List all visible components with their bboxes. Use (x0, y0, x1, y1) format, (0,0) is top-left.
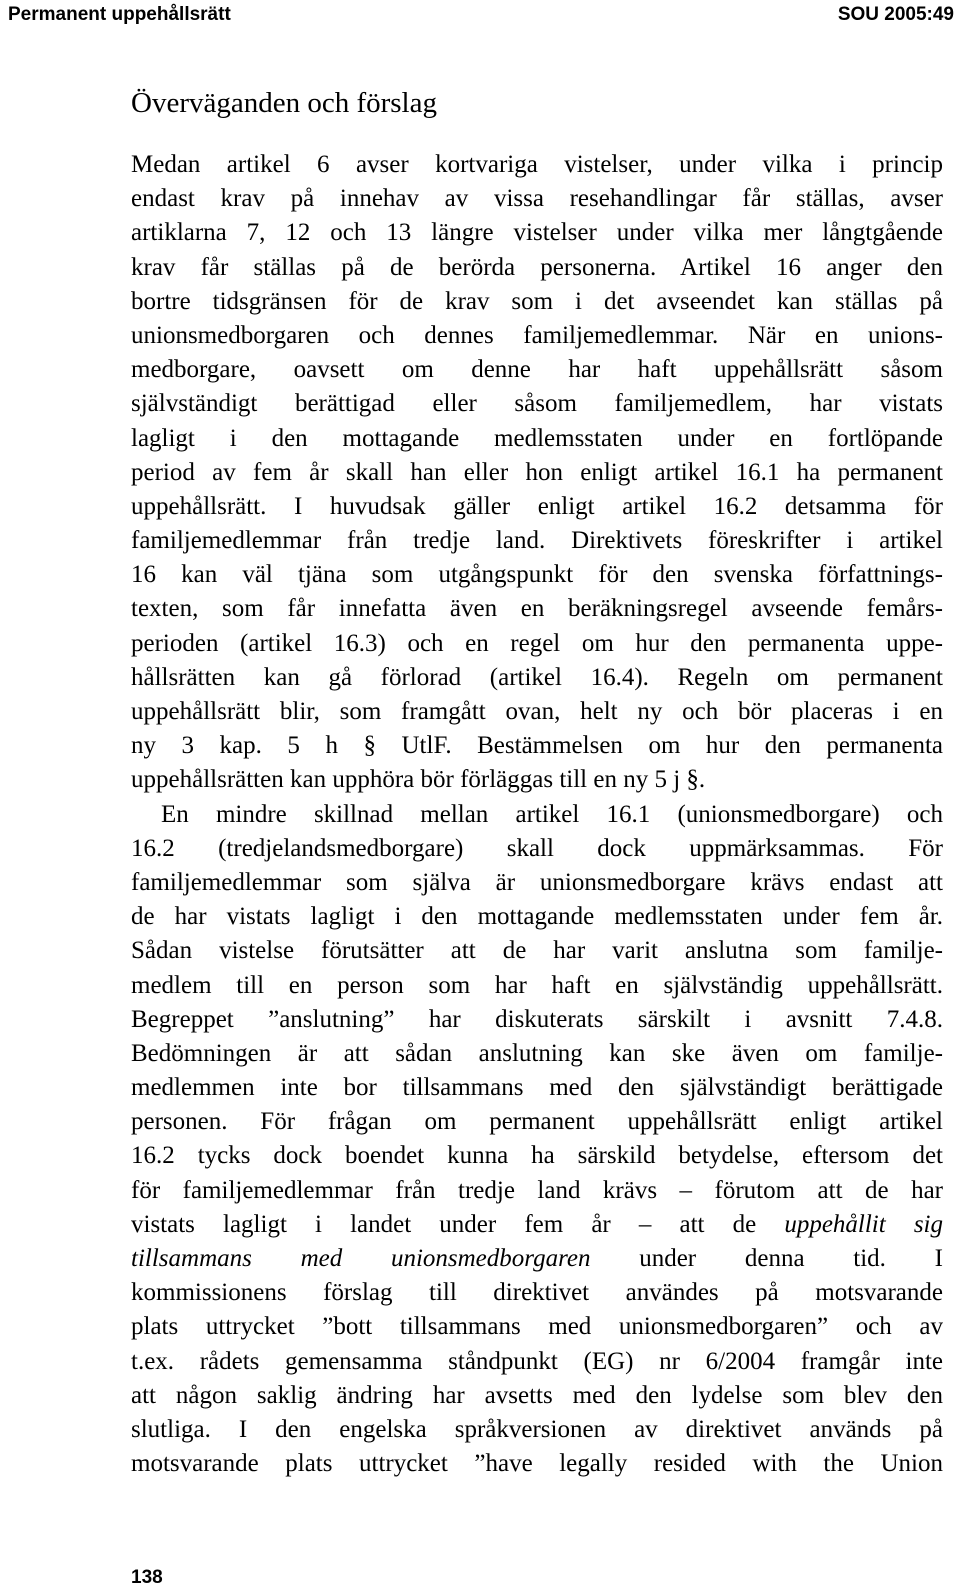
text-line: artiklarna 7, 12 och 13 längre vistelser under vilka mer långtgående (131, 219, 943, 247)
paragraph-1 (131, 148, 943, 798)
text-line: bortre tidsgränsen för de krav som i det avseendet kan ställas på (131, 287, 943, 315)
text-line-with-italic (131, 1208, 943, 1242)
section-heading: Överväganden och förslag (131, 87, 437, 119)
text-line: texten, som får innefatta även en beräkningsregel avseende femårs- (131, 595, 943, 623)
page-number: 138 (131, 1567, 163, 1588)
text-line: för familjemedlemmar från tredje land krävs – förutom att de har (131, 1176, 943, 1204)
text-line: uppehållsrätten kan upphöra bör förläggas till en ny 5 j §. (131, 766, 706, 794)
text-line: familjemedlemmar som själva är unionsmedborgare krävs endast att (131, 868, 943, 896)
text-line-with-italic (131, 1242, 943, 1276)
text-line: medborgare, oavsett om denne har haft uppehållsrätt såsom (131, 356, 943, 384)
text-line: 16 kan väl tjäna som utgångspunkt för den svenska författnings- (131, 561, 943, 589)
text-line: motsvarande plats uttrycket ”have legally resided with the Union (131, 1450, 943, 1478)
text-line: ny 3 kap. 5 h § UtlF. Bestämmelsen om hur den permanenta (131, 732, 943, 760)
text-line: 16.2 (tredjelandsmedborgare) skall dock uppmärksammas. För (131, 834, 943, 862)
text-line: familjemedlemmar från tredje land. Direktivets föreskrifter i artikel (131, 527, 943, 555)
text-line: att någon saklig ändring har avsetts med den lydelse som blev den (131, 1381, 943, 1409)
text-line: personen. För frågan om permanent uppehållsrätt enligt artikel (131, 1108, 943, 1136)
text-line: de har vistats lagligt i den mottagande medlemsstaten under fem år. (131, 903, 943, 931)
text-line: plats uttrycket ”bott tillsammans med unionsmedborgaren” och av (131, 1313, 943, 1341)
text-line: t.ex. rådets gemensamma ståndpunkt (EG) nr 6/2004 framgår inte (131, 1347, 943, 1375)
text-line: krav får ställas på de berörda personerna. Artikel 16 anger den (131, 253, 943, 281)
text-line: endast krav på innehav av vissa resehandlingar får ställas, avser (131, 185, 943, 213)
text-line: uppehållsrätt. I huvudsak gäller enligt artikel 16.2 detsamma för (131, 492, 943, 520)
text-line: medlem till en person som har haft en självständig uppehållsrätt. (131, 971, 943, 999)
plain-text: under denna tid. I (590, 1245, 943, 1272)
text-line: självständigt berättigad eller såsom familjemedlem, har vistats (131, 390, 943, 418)
document-reference: SOU 2005:49 (837, 4, 954, 25)
text-line: Medan artikel 6 avser kortvariga vistelser, under vilka i princip (131, 151, 943, 178)
text-line: En mindre skillnad mellan artikel 16.1 (unionsmedborgare) och (161, 800, 943, 828)
text-line: uppehållsrätt blir, som framgått ovan, helt ny och bör placeras i en (131, 698, 943, 725)
body-text (131, 148, 943, 1481)
running-title: Permanent uppehållsrätt (8, 4, 231, 25)
text-line: Sådan vistelse förutsätter att de har varit anslutna som familje- (131, 937, 943, 965)
text-line: unionsmedborgaren och dennes familjemedlemmar. När en unions- (131, 321, 943, 349)
text-line: Begreppet ”anslutning” har diskuterats särskilt i avsnitt 7.4.8. (131, 1005, 943, 1033)
text-line: period av fem år skall han eller hon enligt artikel 16.1 ha permanent (131, 458, 943, 486)
italic-text: tillsammans med unionsmedborgaren (131, 1245, 591, 1272)
text-line: medlemmen inte bor tillsammans med den självständigt berättigade (131, 1074, 943, 1102)
text-line: Bedömningen är att sådan anslutning kan ske även om familje- (131, 1039, 943, 1067)
page-header (0, 0, 960, 32)
text-line: lagligt i den mottagande medlemsstaten under en fortlöpande (131, 424, 943, 452)
text-line: slutliga. I den engelska språkversionen av direktivet används på (131, 1415, 943, 1443)
italic-text: uppehållit sig (784, 1210, 943, 1238)
paragraph-2 (131, 798, 943, 1482)
text-line: kommissionens förslag till direktivet användes på motsvarande (131, 1279, 943, 1307)
text-line: 16.2 tycks dock boendet kunna ha särskild betydelse, eftersom det (131, 1142, 943, 1170)
text-line: hållsrätten kan gå förlorad (artikel 16.4). Regeln om permanent (131, 663, 943, 691)
text-line: perioden (artikel 16.3) och en regel om hur den permanenta uppe- (131, 629, 943, 657)
plain-text: vistats lagligt i landet under fem år – att de (131, 1210, 785, 1238)
